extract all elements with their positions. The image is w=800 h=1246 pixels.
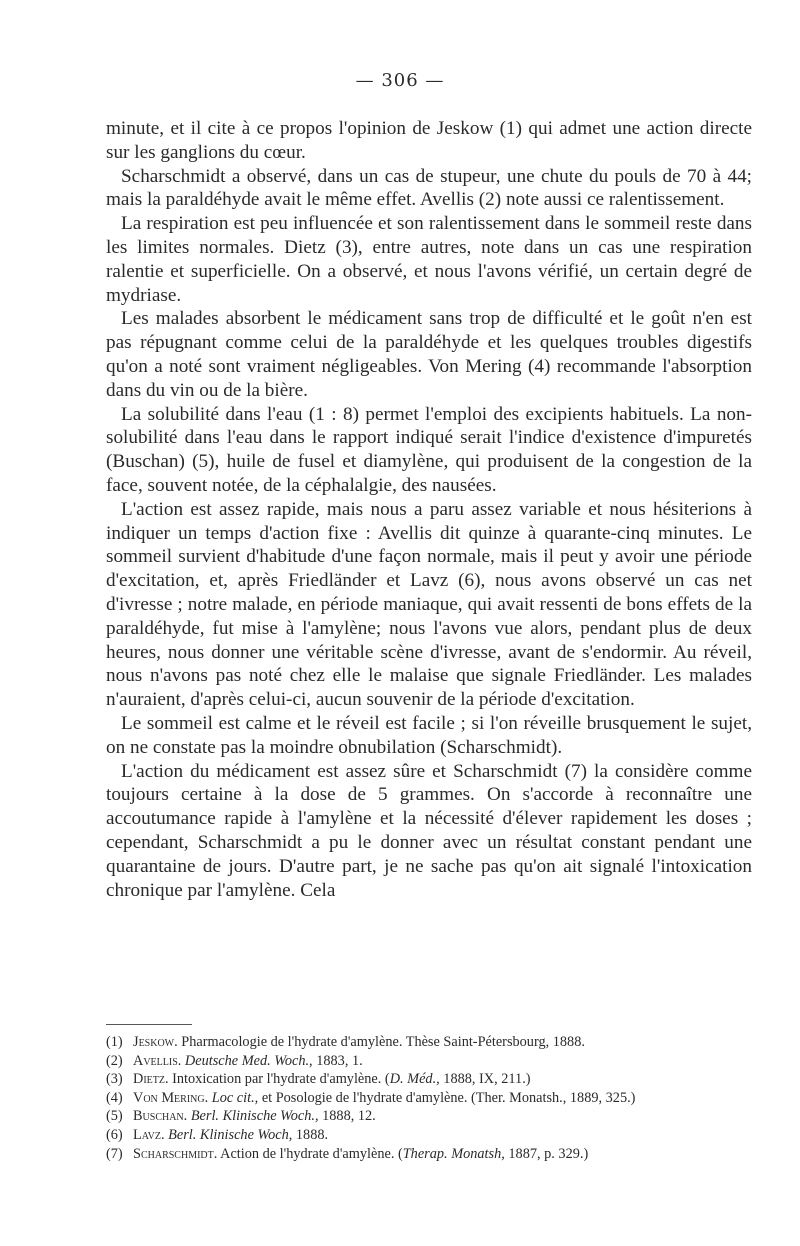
footnotes [106,1033,756,1163]
paragraph: minute, et il cite à ce propos l'opinion de Jeskow (1) qui admet une action directe sur les ganglions du cœur. [106,118,752,163]
paragraph: La solubilité dans l'eau (1 : 8) permet l'emploi des excipients habituels. La non-solubilité dans l'eau dans le rapport indiqué serait l'indice d'existence d'impuretés (Buschan) (5), huile de fusel et diamylène, qui produisent de la congestion de la face, souvent notée, de la céphalalgie, des nausées. [106,403,752,496]
footnote-author: Scharschmidt. [133,1145,218,1162]
footnote-author: Buschan. [133,1108,188,1125]
footnote-text: 1888, 12. [322,1108,376,1125]
page-number: — 306 — [355,70,445,91]
footnote [106,1107,756,1126]
footnote-journal: Loc cit., [211,1089,259,1106]
footnote-number: (2) [106,1052,123,1069]
footnote-number: (7) [106,1145,123,1162]
footnote [106,1145,756,1164]
footnote-author: Avellis. [133,1052,182,1069]
footnote [106,1033,756,1052]
footnote-number: (1) [106,1034,123,1050]
footnote-text: 1883, 1. [316,1052,363,1069]
footnote-text: Intoxication par l'hydrate d'amylène. ( [172,1071,390,1088]
footnote-journal: Berl. Klinische Woch, [168,1126,293,1143]
footnote-journal: D. Méd., [389,1071,440,1088]
footnote-text: 1888. [295,1126,329,1143]
footnote-journal: Deutsche Med. Woch., [184,1052,313,1069]
paragraph: Scharschmidt a observé, dans un cas de stupeur, une chute du pouls de 70 à 44; mais la paraldéhyde avait le même effet. Avellis (2) note aussi ce ralentissement. [106,165,752,211]
footnote [106,1070,756,1089]
footnote-text: 1888, IX, 211.) [443,1071,531,1088]
footnote-number: (4) [106,1089,123,1106]
footnote-divider [106,1024,192,1025]
paragraph: L'action est assez rapide, mais nous a paru assez variable et nous hésiterions à indiquer un temps d'action fixe : Avellis dit quinze à quarante-cinq minutes. Le sommeil survient d'habitude d'une façon normale, mais il peut y avoir une période d'excitation, et, après Friedländer et Lavz (6), nous avons observé un cas net d'ivresse ; notre malade, en période maniaque, qui avait ressenti de bons effets de la paraldéhyde, fut mise à l'amylène; nous l'avons vue alors, pendant plus de deux heures, nous donner une véritable scène d'ivresse, avant de s'endormir. Au réveil, nous n'avons pas noté chez elle le malaise que signale Friedländer. Les malades n'auraient, d'après celui-ci, aucun souvenir de la période d'excitation. [106,498,752,711]
body-text [106,117,752,902]
footnote-text: Pharmacologie de l'hydrate d'amylène. Thèse Saint-Pétersbourg, 1888. [181,1034,585,1050]
paragraph: Les malades absorbent le médicament sans trop de difficulté et le goût n'en est pas répugnant comme celui de la paraldéhyde et les quelques troubles digestifs qu'on a noté sont vraiment négligeables. Von Mering (4) recommande l'absorption dans du vin ou de la bière. [106,308,752,401]
footnote-author: Dietz. [133,1071,169,1088]
footnote-number: (5) [106,1108,123,1125]
footnote-text: 1887, p. 329.) [508,1145,589,1162]
paragraph: Le sommeil est calme et le réveil est facile ; si l'on réveille brusquement le sujet, on ne constate pas la moindre obnubilation (Scharschmidt). [106,712,752,758]
footnote-journal: Berl. Klinische Woch., [190,1108,319,1125]
footnote-number: (3) [106,1071,123,1088]
paragraph: L'action du médicament est assez sûre et Scharschmidt (7) la considère comme toujours certaine à la dose de 5 grammes. On s'accorde à reconnaître une accoutumance rapide à l'amylène et la nécessité d'élever rapidement les doses ; cependant, Scharschmidt a pu le donner avec un résultat constant pendant une quarantaine de jours. D'autre part, je ne sache pas qu'on ait signalé l'intoxication chronique par l'amylène. Cela [106,760,752,901]
footnote [106,1126,756,1145]
footnote-author: Jeskow. [133,1034,178,1050]
footnote-number: (6) [106,1126,123,1143]
footnote [106,1089,756,1108]
footnote-text: Action de l'hydrate d'amylène. ( [220,1145,403,1162]
footnote-text: et Posologie de l'hydrate d'amylène. (Ther. Monatsh., 1889, 325.) [261,1089,636,1106]
footnote-journal: Therap. Monatsh, [402,1145,505,1162]
footnote [106,1052,756,1071]
paragraph: La respiration est peu influencée et son ralentissement dans le sommeil reste dans les limites normales. Dietz (3), entre autres, note dans un cas une respiration ralentie et superficielle. On a observé, et nous l'avons vérifié, un certain degré de mydriase. [106,213,752,306]
footnote-author: Von Mering. [133,1089,209,1106]
footnote-author: Lavz. [133,1126,165,1143]
